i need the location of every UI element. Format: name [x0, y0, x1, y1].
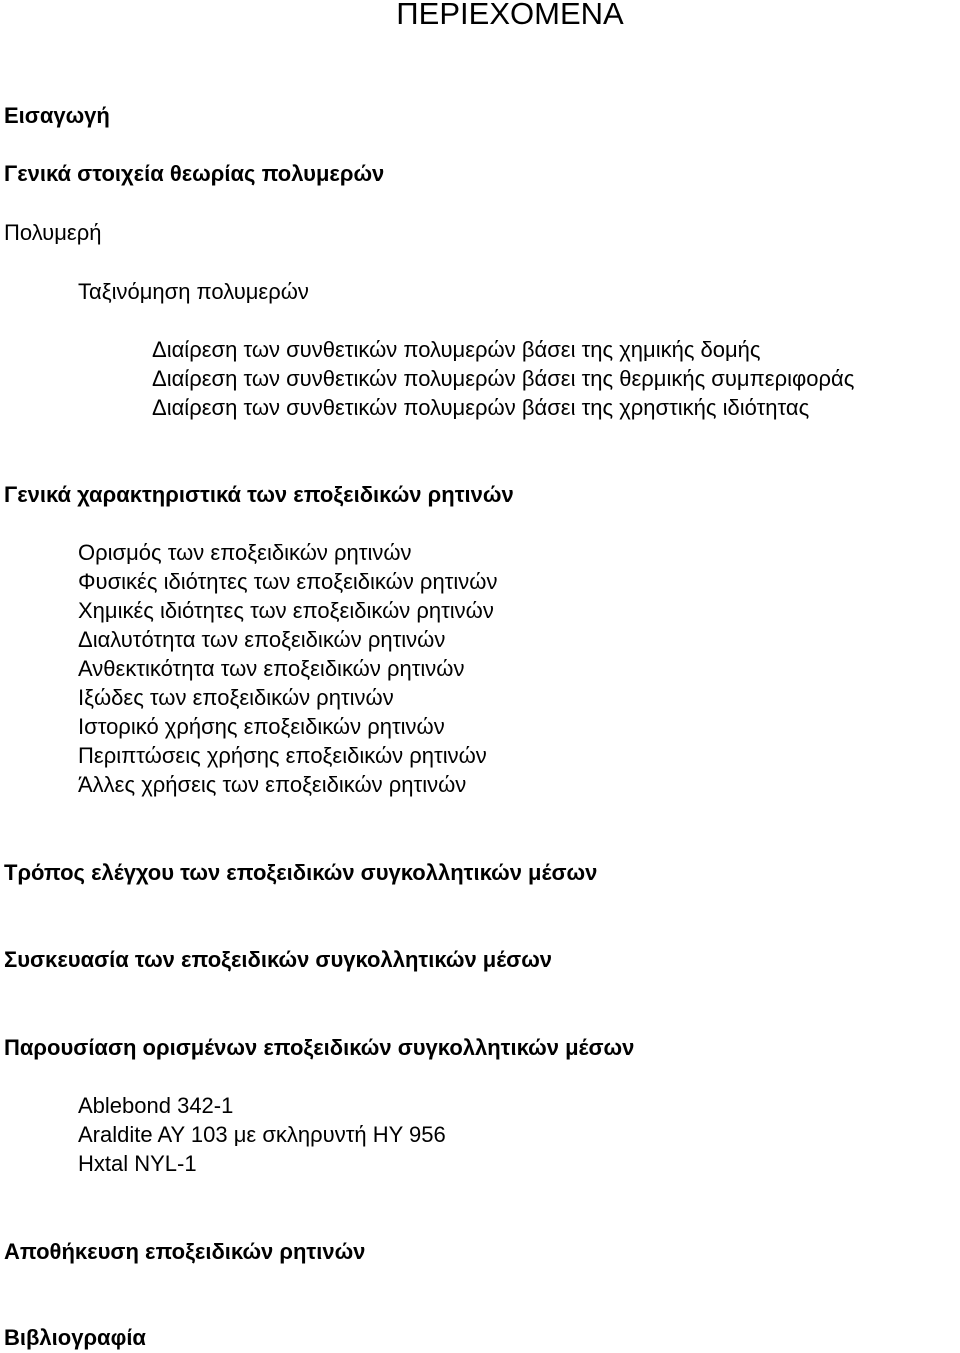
toc-entry-intro: Εισαγωγή [4, 103, 110, 128]
toc-subentry: Διαίρεση των συνθετικών πολυμερών βάσει της χημικής δομής [152, 337, 761, 362]
toc-heading-storage: Αποθήκευση εποξειδικών ρητινών [4, 1239, 366, 1264]
toc-entry-classification: Ταξινόμηση πολυμερών [78, 279, 309, 304]
toc-subentry: Ablebond 342-1 [78, 1093, 234, 1118]
toc-entry-polymers: Πολυμερή [4, 220, 102, 245]
toc-heading-theory: Γενικά στοιχεία θεωρίας πολυμερών [4, 161, 385, 186]
toc-subentry: Ορισμός των εποξειδικών ρητινών [78, 540, 412, 565]
toc-subentry: Διαίρεση των συνθετικών πολυμερών βάσει της χρηστικής ιδιότητας [152, 395, 810, 420]
toc-heading-packaging: Συσκευασία των εποξειδικών συγκολλητικών μέσων [4, 947, 553, 972]
toc-subentry: Araldite AY 103 με σκληρυντή HY 956 [78, 1122, 446, 1147]
page-title: ΠΕΡΙΕΧΟΜΕΝΑ [396, 0, 624, 31]
toc-heading-bibliography: Βιβλιογραφία [4, 1325, 146, 1350]
toc-subentry: Διαλυτότητα των εποξειδικών ρητινών [78, 627, 446, 652]
toc-heading-control: Τρόπος ελέγχου των εποξειδικών συγκολλητικών μέσων [4, 860, 598, 885]
toc-subentry: Ιξώδες των εποξειδικών ρητινών [78, 685, 394, 710]
toc-heading-characteristics: Γενικά χαρακτηριστικά των εποξειδικών ρητινών [4, 482, 514, 507]
toc-subentry: Ανθεκτικότητα των εποξειδικών ρητινών [78, 656, 465, 681]
toc-subentry: Άλλες χρήσεις των εποξειδικών ρητινών [78, 772, 467, 797]
toc-subentry: Χημικές ιδιότητες των εποξειδικών ρητινών [78, 598, 494, 623]
toc-heading-presentation: Παρουσίαση ορισμένων εποξειδικών συγκολλητικών μέσων [4, 1035, 635, 1060]
toc-subentry: Φυσικές ιδιότητες των εποξειδικών ρητινών [78, 569, 498, 594]
toc-subentry: Hxtal NYL-1 [78, 1151, 197, 1176]
toc-subentry: Ιστορικό χρήσης εποξειδικών ρητινών [78, 714, 445, 739]
toc-subentry: Περιπτώσεις χρήσης εποξειδικών ρητινών [78, 743, 487, 768]
toc-subentry: Διαίρεση των συνθετικών πολυμερών βάσει της θερμικής συμπεριφοράς [152, 366, 855, 391]
